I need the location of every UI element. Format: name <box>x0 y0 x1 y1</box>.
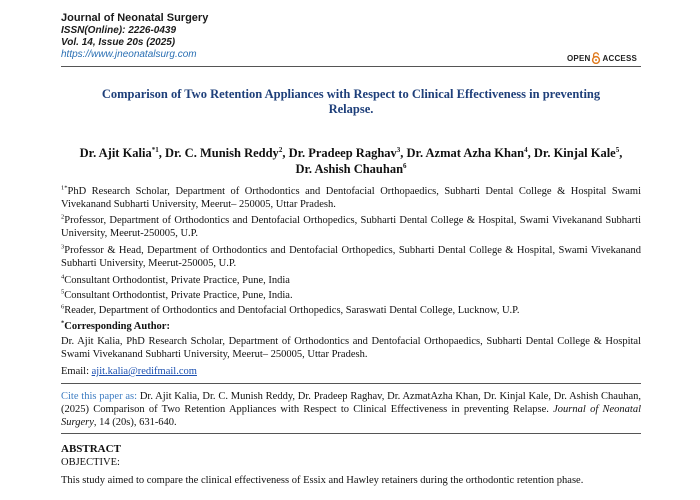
citation-divider-top <box>61 383 641 384</box>
corresponding-author-label <box>61 320 641 333</box>
open-access-right-text: ACCESS <box>602 53 638 63</box>
affiliation-sup: 3 <box>61 243 65 251</box>
corresponding-label-text: Corresponding Author: <box>64 321 170 332</box>
author-sup: 6 <box>403 161 407 170</box>
journal-volume: Vol. 14, Issue 20s (2025) <box>61 37 176 48</box>
journal-header <box>61 12 208 61</box>
citation-divider-bottom <box>61 433 641 434</box>
author-name: Dr. Kinjal Kale <box>533 146 616 160</box>
affiliation-2 <box>61 214 641 240</box>
affiliation-3 <box>61 244 641 270</box>
email-label: Email: <box>61 366 92 377</box>
affiliation-sup: 4 <box>61 273 65 281</box>
author-sep: , <box>400 146 407 160</box>
author-name: Dr. Azmat Azha Khan <box>406 146 525 160</box>
affiliation-5 <box>61 289 641 302</box>
corresponding-author-text: Dr. Ajit Kalia, PhD Research Scholar, Department of Orthodontics and Dentofacial Orthopaedics, Subharti Dental College & Hospital Swami Vivekanand Subharti University, Meerut– 250005, Uttar Pradesh. <box>61 336 641 360</box>
author-name: Dr. Ashish Chauhan <box>295 162 404 176</box>
author-name: Dr. Pradeep Raghav <box>288 146 397 160</box>
author-sup: 5 <box>615 145 620 154</box>
author-list <box>61 145 641 177</box>
corresponding-email <box>61 365 641 378</box>
affiliation-text: Professor & Head, Department of Orthodontics and Dentofacial Orthopedics, Subharti Dental College & Hospital, Swami Vivekanand Subharti University, Meerut-250005, U.P. <box>61 245 641 269</box>
author-sep: , <box>527 146 534 160</box>
affiliation-6 <box>61 304 641 317</box>
citation-journal: Journal of Neonatal Surgery <box>61 404 641 428</box>
journal-issn: ISSN(Online): 2226-0439 <box>61 25 177 36</box>
paper-title-line: Comparison of Two Retention Appliances with Respect to Clinical Effectiveness in preventing <box>101 87 601 101</box>
abstract-text: This study aimed to compare the clinical effectiveness of Essix and Hawley retainers during the orthodontic retention phase. <box>61 475 584 486</box>
open-access-lock-icon <box>591 52 601 64</box>
author-sep: , <box>619 146 623 160</box>
affiliation-text: Consultant Orthodontist, Private Practice, Pune, India. <box>64 290 293 301</box>
affiliation-sup: 2 <box>61 213 65 221</box>
open-access-badge <box>567 52 637 64</box>
author-name: Dr. C. Munish Reddy <box>165 146 279 160</box>
paper-title-line: Relapse. <box>328 102 374 116</box>
affiliation-text: Reader, Department of Orthodontics and Dentofacial Orthopedics, Saraswati Dental College, Lucknow, U.P. <box>64 305 520 316</box>
affiliation-text: PhD Research Scholar, Department of Orthodontics and Dentofacial Orthopaedics, Subharti Dental College & Hospital Swami Vivekanand Subharti University, Meerut– 250005, Uttar Pradesh. <box>61 186 641 210</box>
author-name: Dr. Ajit Kalia <box>79 146 152 160</box>
abstract-objective-label: OBJECTIVE: <box>61 457 120 468</box>
affiliation-text: Professor, Department of Orthodontics and Dentofacial Orthopedics, Subharti Dental College & Hospital, Swami Vivekanand Subharti University, Meerut-250005, U.P. <box>61 215 641 239</box>
citation-block <box>61 390 641 429</box>
affiliation-sup: 5 <box>61 288 65 296</box>
affiliation-1 <box>61 185 641 211</box>
email-link[interactable]: ajit.kalia@redifmail.com <box>91 366 197 377</box>
affiliation-sup: 1* <box>61 184 68 192</box>
author-sup: 4 <box>524 145 528 154</box>
abstract-heading: ABSTRACT <box>61 443 121 455</box>
affiliation-4 <box>61 274 641 287</box>
affiliation-text: Consultant Orthodontist, Private Practice, Pune, India <box>64 275 290 286</box>
open-access-left-text: OPEN <box>567 53 591 63</box>
citation-text: Dr. Ajit Kalia, Dr. C. Munish Reddy, Dr. Pradeep Raghav, Dr. AzmatAzha Khan, Dr. Kinjal Kale, Dr. Ashish Chauhan, (2025) Comparison of Two Retention Appliances with Respect to Clinical Effectiveness in preventing Relapse. <box>61 391 641 415</box>
author-sup: 3 <box>396 145 401 154</box>
citation-label: Cite this paper as: <box>61 391 138 402</box>
header-divider <box>61 66 641 67</box>
author-sep: , <box>282 146 289 160</box>
author-sep: , <box>158 146 165 160</box>
paper-title <box>61 87 641 117</box>
author-sup: *1 <box>151 145 159 154</box>
journal-name: Journal of Neonatal Surgery <box>61 12 209 24</box>
corresponding-sup: * <box>61 319 65 327</box>
citation-tail: , 14 (20s), 631-640. <box>93 417 177 428</box>
affiliation-sup: 6 <box>61 303 65 311</box>
author-sup: 2 <box>278 145 283 154</box>
journal-url-link[interactable]: https://www.jneonatalsurg.com <box>61 49 197 60</box>
